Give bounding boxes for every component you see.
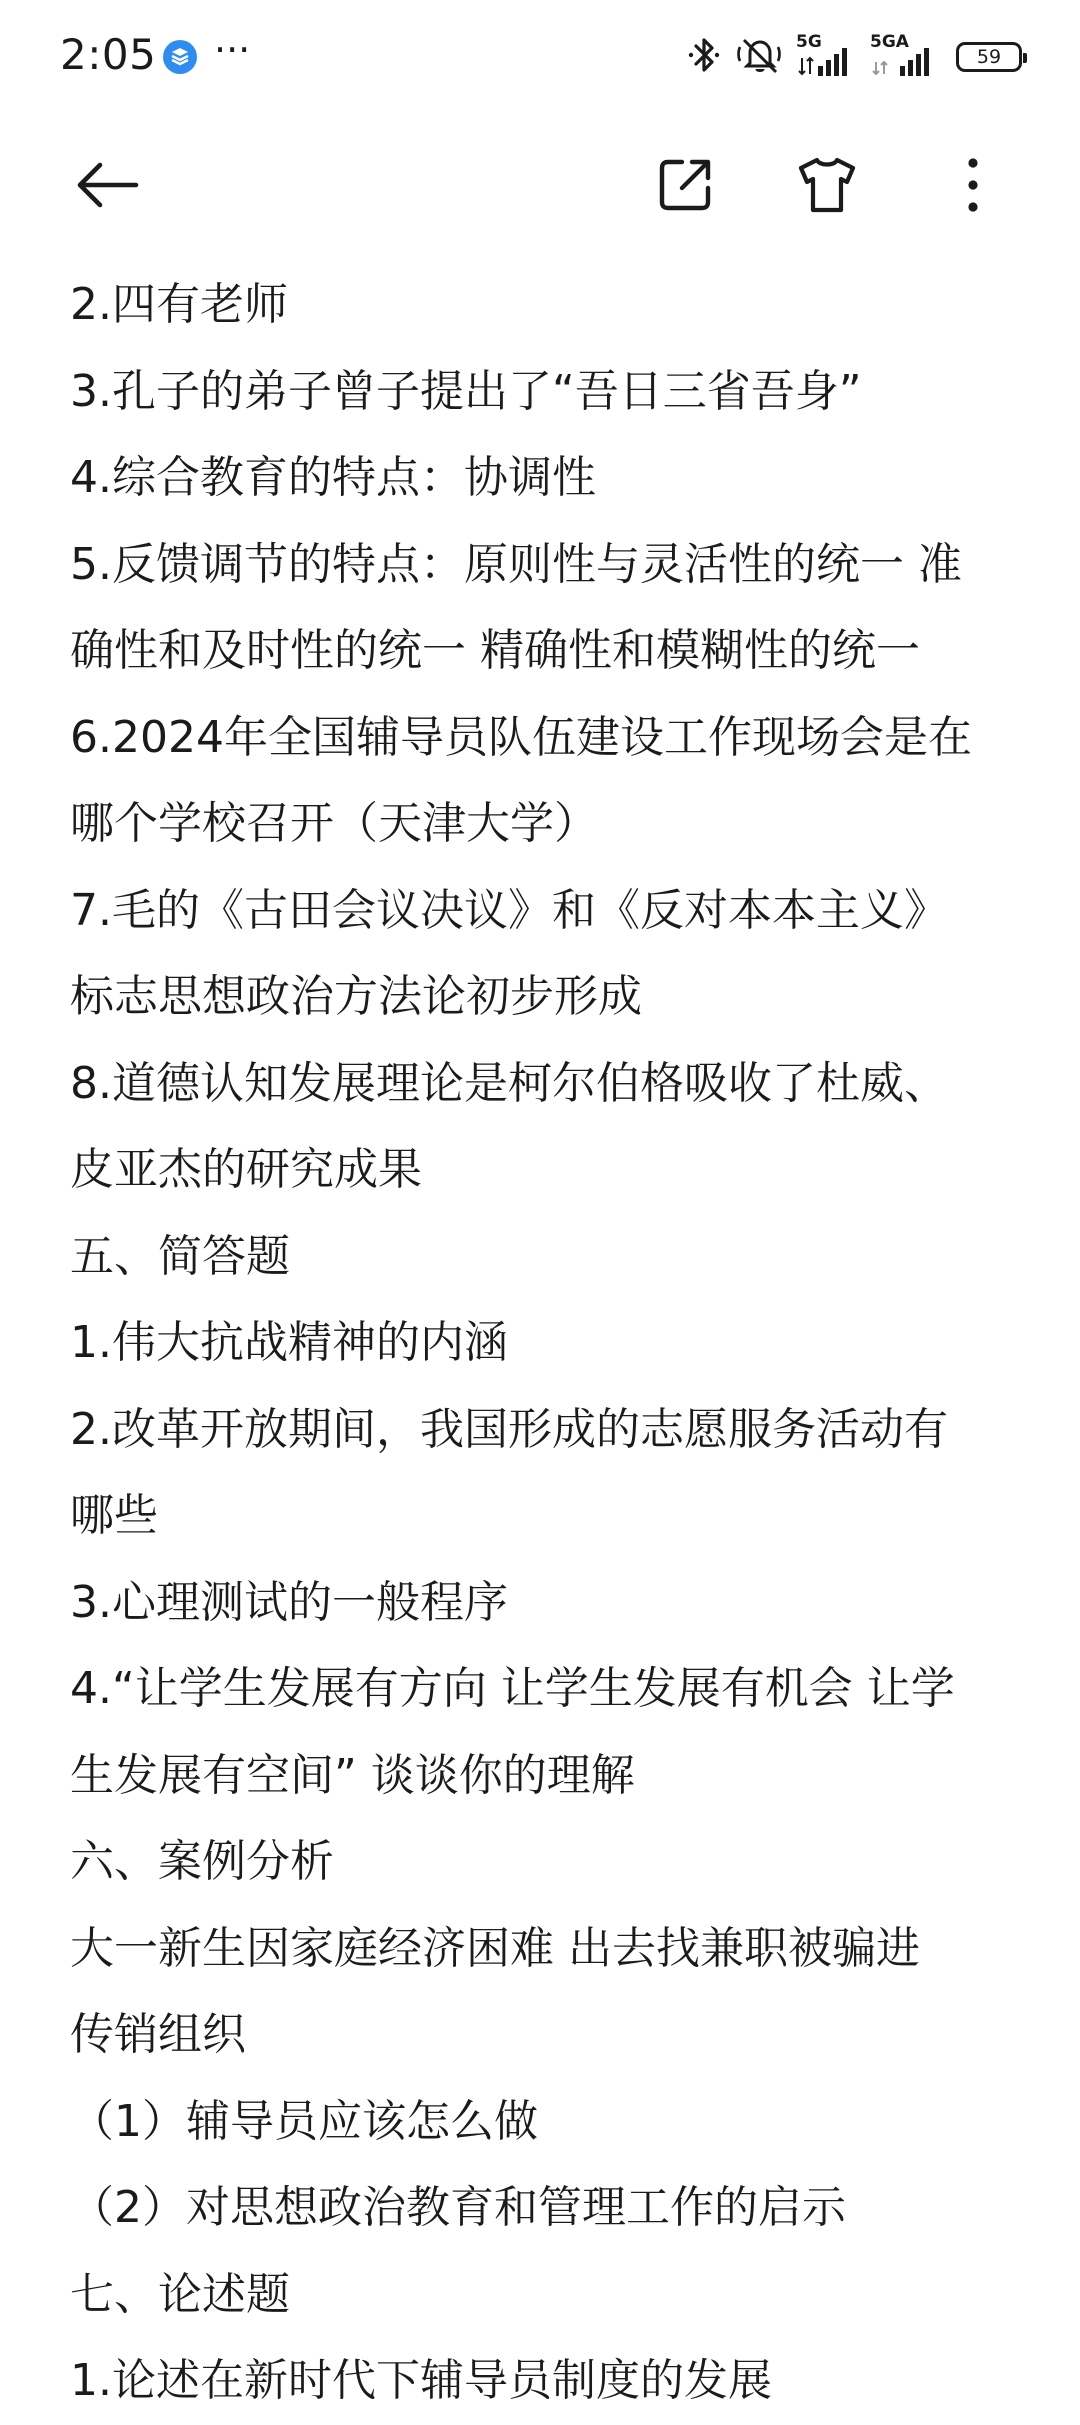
signal-5ga-label: 5GA xyxy=(870,32,909,52)
text-line: 确性和及时性的统一 精确性和模糊性的统一 xyxy=(70,625,920,676)
text-line: 5.反馈调节的特点：原则性与灵活性的统一 准 xyxy=(70,538,962,590)
text-line: （2）对思想政治教育和管理工作的启示 xyxy=(70,2182,846,2233)
back-arrow-icon xyxy=(74,160,140,210)
document-body xyxy=(70,262,1030,2425)
app-notification-icon xyxy=(163,40,197,74)
signal-5g-label: 5G xyxy=(796,32,822,52)
more-notifications-icon: ··· xyxy=(214,28,251,72)
section-heading: 七、论述题 xyxy=(70,2268,290,2320)
share-external-icon xyxy=(656,156,714,214)
text-line: 3.心理测试的一般程序 xyxy=(70,1576,508,1628)
text-line: 2.改革开放期间，我国形成的志愿服务活动有 xyxy=(70,1403,948,1455)
text-line: （1）辅导员应该怎么做 xyxy=(70,2095,538,2147)
text-line: 哪个学校召开（天津大学） xyxy=(70,798,598,849)
section-heading: 六、案例分析 xyxy=(70,1836,334,1887)
tshirt-icon xyxy=(795,156,859,214)
text-line: 4.综合教育的特点：协调性 xyxy=(70,452,596,503)
text-line: 皮亚杰的研究成果 xyxy=(70,1144,422,1195)
text-line: 1.伟大抗战精神的内涵 xyxy=(70,1317,508,1368)
signal-5ga-icon xyxy=(870,32,942,78)
text-line: 1.论述在新时代下辅导员制度的发展 xyxy=(70,2355,772,2406)
text-line: 7.毛的《古田会议决议》和《反对本本主义》 xyxy=(70,884,948,936)
section-heading: 五、简答题 xyxy=(70,1230,290,1282)
theme-button[interactable] xyxy=(792,150,862,220)
text-line: 4.“让学生发展有方向 让学生发展有机会 让学 xyxy=(70,1663,955,1714)
text-line: 6.2024年全国辅导员队伍建设工作现场会是在 xyxy=(70,711,972,763)
text-line: 2.四有老师 xyxy=(70,279,288,330)
status-time: 2:05 xyxy=(60,30,157,79)
text-line: 哪些 xyxy=(70,1490,158,1541)
status-indicators xyxy=(686,32,1022,82)
top-toolbar xyxy=(0,128,1080,238)
text-line: 8.道德认知发展理论是柯尔伯格吸收了杜威、 xyxy=(70,1057,948,1109)
text-line: 标志思想政治方法论初步形成 xyxy=(70,971,642,1022)
text-line: 传销组织 xyxy=(70,2009,246,2060)
text-line: 3.孔子的弟子曾子提出了“吾日三省吾身” xyxy=(70,365,862,417)
silent-mode-icon xyxy=(736,35,782,79)
more-options-button[interactable] xyxy=(938,150,1008,220)
back-button[interactable] xyxy=(72,150,142,220)
battery-level: 59 xyxy=(976,46,1002,68)
more-vertical-icon xyxy=(963,156,983,214)
text-line: 生发展有空间” 谈谈你的理解 xyxy=(70,1749,635,1801)
signal-5g-icon xyxy=(796,32,856,78)
battery-icon xyxy=(956,42,1022,72)
status-bar xyxy=(0,0,1080,118)
bluetooth-icon xyxy=(686,35,722,79)
text-line: 大一新生因家庭经济困难 出去找兼职被骗进 xyxy=(70,1922,920,1974)
share-button[interactable] xyxy=(650,150,720,220)
